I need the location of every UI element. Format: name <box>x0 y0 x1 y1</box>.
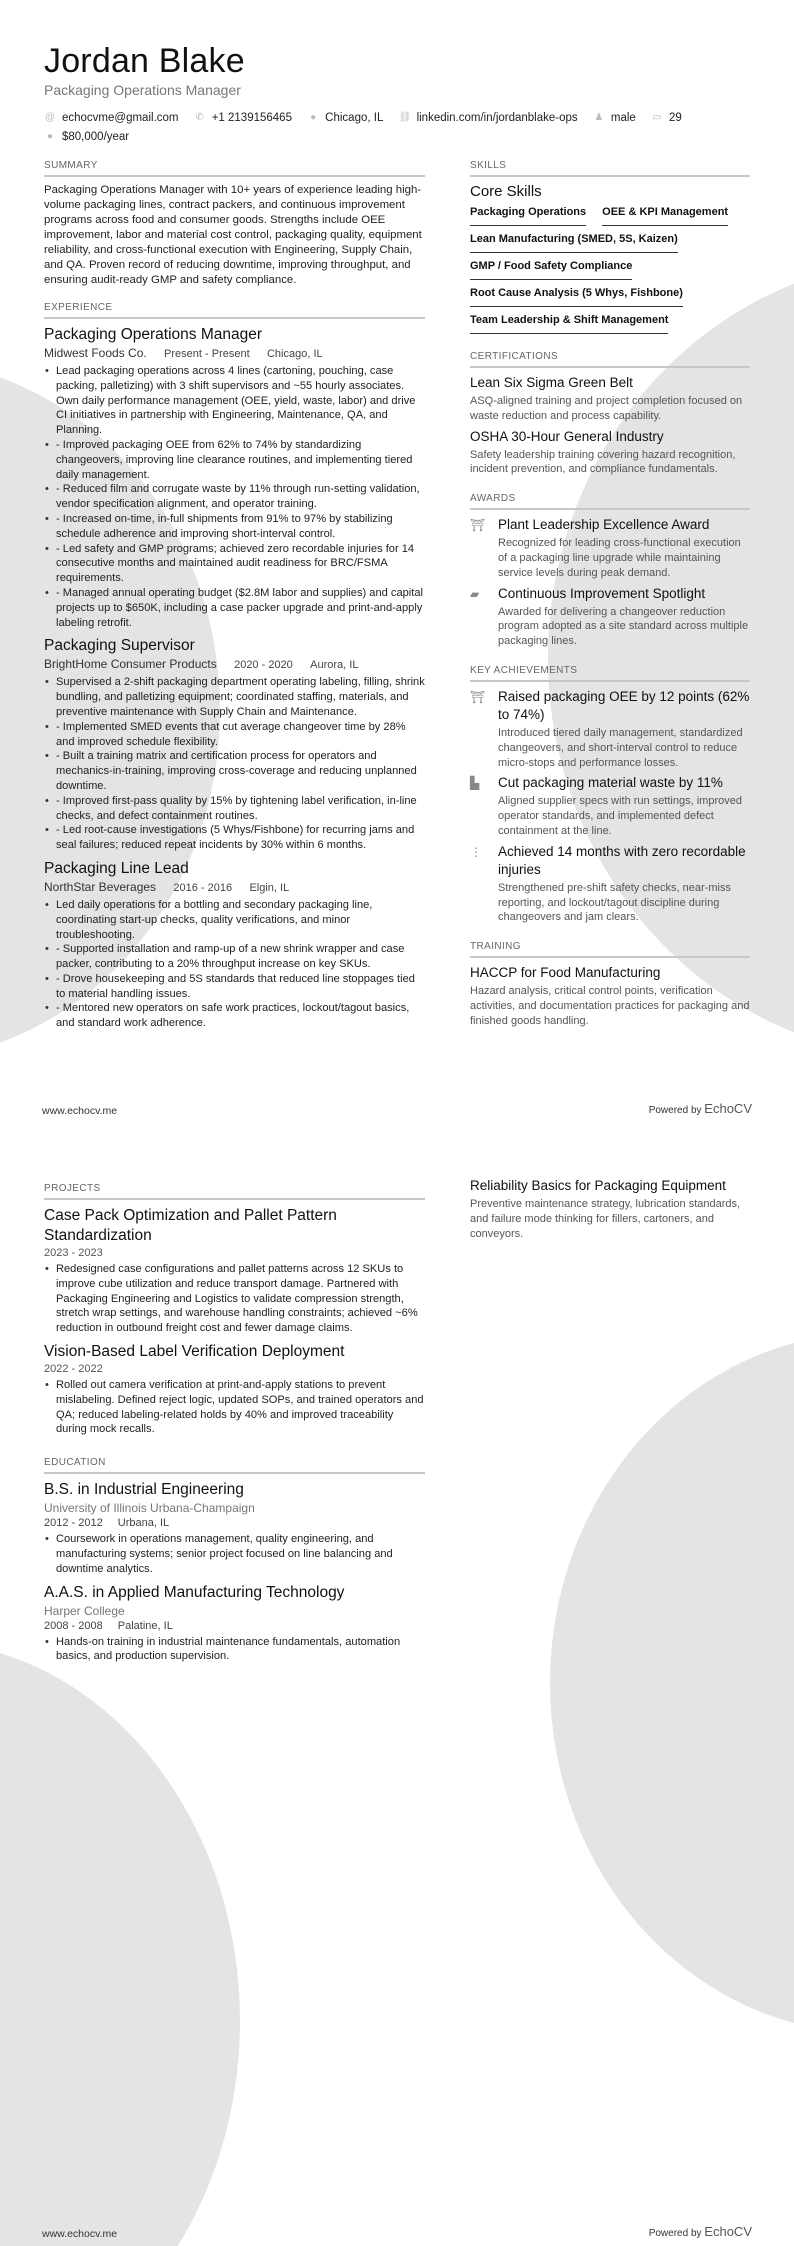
education-location: Urbana, IL <box>117 1517 170 1530</box>
summary-text: Packaging Operations Manager with 10+ years of experience leading high-volume packaging lines, contract packers, and continuous improvement programs across food and consumer goods. Strengths include OEE improvement, labor and material cost control, packaging quality, equipment reliability, and cross-functional execution with Engineering, Supply Chain, and QA. Proven record of reducing downtime, improving throughput, and ensuring audit-ready GMP and safety compliance. <box>44 184 422 286</box>
left-column <box>44 1183 425 1664</box>
bullet: • - Improved packaging OEE from 62% to 74% by standardizing changeovers, improving line clearance routines, and implementing tiered daily management. <box>44 438 425 482</box>
job-meta <box>44 879 425 897</box>
experience-section <box>44 302 425 1031</box>
summary-section <box>44 160 425 288</box>
education-entry <box>44 1583 425 1665</box>
achievement-item <box>470 688 750 770</box>
phone-icon: ✆ <box>195 112 204 123</box>
education-meta <box>44 1516 425 1531</box>
link-icon: ⛓ <box>398 112 412 123</box>
left-column <box>44 160 425 1031</box>
certification-item <box>470 428 750 478</box>
contact-list <box>44 108 764 146</box>
bullet: • - Built a training matrix and certification process for operators and mechanics-in-training, improving cross-coverage and reducing unplanned downtime. <box>44 749 425 793</box>
briefcase-icon: ▰ <box>470 586 480 601</box>
award-item <box>470 516 750 580</box>
award-desc: Recognized for leading cross-functional execution of a packaging line upgrade while maintaining service levels during peak demand. <box>498 537 741 579</box>
calendar-icon: ▭ <box>652 112 662 123</box>
contact-age: ▭ 29 <box>651 109 682 127</box>
job-bullets <box>44 364 425 630</box>
bullet: • Supervised a 2-shift packaging department operating labeling, filling, shrink bundling, and palletizing equipment; coordinated staffing, materials, and preventive maintenance with Supply Chain and Maintenance. <box>44 675 425 719</box>
bullet: • - Mentored new operators on safe work practices, lockout/tagout basics, and standard work adherence. <box>44 1001 425 1031</box>
job-location: Elgin, IL <box>249 881 290 894</box>
certifications-section <box>470 351 750 477</box>
job-dates: Present - Present <box>164 348 250 360</box>
company: BrightHome Consumer Products <box>44 657 217 672</box>
bullet: • Led daily operations for a bottling and secondary packaging line, coordinating start-up checks, quality verifications, and minor troubleshooting. <box>44 898 425 942</box>
job-entry <box>44 636 425 853</box>
achievement-title: Achieved 14 months with zero recordable injuries <box>498 843 746 877</box>
education-entry <box>44 1480 425 1576</box>
contact-salary: ● $80,000/year <box>44 128 129 146</box>
job-location: Aurora, IL <box>310 659 359 672</box>
bullet: • Redesigned case configurations and pallet patterns across 12 SKUs to improve cube utilization and reduce transport damage. Partnered with Packaging Engineering and Logistics to validate compression strength, stretch wrap settings, and warehouse handling constraints; achieved ~6% reduction in outbound freight cost and fewer damage claims. <box>44 1262 425 1336</box>
section-title: SKILLS <box>470 160 750 177</box>
project-bullets <box>44 1378 425 1437</box>
resume-page-2 <box>0 1123 794 2246</box>
certification-item <box>470 374 750 424</box>
bullet: • - Managed annual operating budget ($2.8M labor and supplies) and capital projects up to $650K, including a case packer upgrade and print-and-apply labeling retrofit. <box>44 586 425 630</box>
project-bullets <box>44 1262 425 1336</box>
section-title: PROJECTS <box>44 1183 425 1200</box>
education-dates: 2012 - 2012 <box>44 1517 103 1530</box>
background-shape <box>550 1333 794 2033</box>
cake-icon: ⛩ <box>470 518 486 533</box>
section-title: AWARDS <box>470 493 750 510</box>
job-entry <box>44 859 425 1031</box>
job-meta <box>44 656 425 674</box>
achievement-desc: Introduced tiered daily management, standardized changeovers, and short-interval control to reduce micro-stops and performance losses. <box>498 726 743 769</box>
education-location: Palatine, IL <box>117 1619 173 1632</box>
degree: A.A.S. in Applied Manufacturing Technology <box>44 1583 345 1601</box>
bullet: • - Reduced film and corrugate waste by 11% through run-setting validation, vendor specification alignment, and operator training. <box>44 482 425 512</box>
training-title: Reliability Basics for Packaging Equipment <box>470 1178 726 1193</box>
project-title: Case Pack Optimization and Pallet Pattern Standardization <box>44 1207 337 1244</box>
footer-website[interactable]: www.echocv.me <box>42 2228 118 2240</box>
skill-chip: GMP / Food Safety Compliance <box>470 258 632 280</box>
brand-logo[interactable]: EchoCV <box>704 2224 752 2239</box>
dots-icon: ⋮ <box>470 844 482 859</box>
candidate-role: Packaging Operations Manager <box>44 82 241 98</box>
footer-powered-by: Powered by EchoCV <box>648 2224 752 2239</box>
bullet: • - Increased on-time, in-full shipments from 91% to 97% by stabilizing schedule adherence and improving short-interval control. <box>44 512 425 542</box>
person-icon: ♟ <box>594 112 604 123</box>
certification-title: Lean Six Sigma Green Belt <box>470 375 633 390</box>
achievement-title: Cut packaging material waste by 11% <box>498 775 723 791</box>
training-desc: Hazard analysis, critical control points, verification activities, and documentation practices for packaging and finished goods handling. <box>470 985 750 1027</box>
education-bullets <box>44 1532 425 1576</box>
job-entry <box>44 325 425 630</box>
bullet: • - Drove housekeeping and 5S standards that reduced line stoppages tied to material handling issues. <box>44 972 425 1002</box>
contact-phone[interactable]: ✆ +1 2139156465 <box>194 109 292 127</box>
training-item <box>470 964 750 1028</box>
job-location: Chicago, IL <box>266 348 323 360</box>
award-title: Plant Leadership Excellence Award <box>498 517 710 533</box>
bullet: • - Led root-cause investigations (5 Whys/Fishbone) for recurring jams and seal failures; reduced repeat incidents by 30% within 6 months. <box>44 823 425 853</box>
projects-section <box>44 1183 425 1437</box>
job-meta <box>44 345 425 363</box>
section-title: KEY ACHIEVEMENTS <box>470 665 750 682</box>
job-bullets <box>44 898 425 1031</box>
project-entry <box>44 1342 425 1437</box>
bullet: • Lead packaging operations across 4 lines (cartoning, pouching, case packing, palletizing) with 3 shift supervisors and ~55 hourly associates. Own daily performance management (OEE, yield, waste, labor) and drive CI initiatives in partnership with Engineering, Maintenance, QA, and Planning. <box>44 364 425 438</box>
bullet: • - Improved first-pass quality by 15% by tightening label verification, in-line checks, and defect containment routines. <box>44 794 425 824</box>
certification-desc: ASQ-aligned training and project completion focused on waste reduction and process capability. <box>470 395 743 422</box>
education-bullets <box>44 1635 425 1665</box>
contact-gender: ♟ male <box>593 109 636 127</box>
education-section <box>44 1457 425 1664</box>
school: University of Illinois Urbana-Champaign <box>44 1501 255 1516</box>
project-title: Vision-Based Label Verification Deployment <box>44 1342 345 1360</box>
training-section <box>470 941 750 1028</box>
award-title: Continuous Improvement Spotlight <box>498 585 706 601</box>
contact-location: ● Chicago, IL <box>307 109 383 127</box>
achievement-item <box>470 843 750 925</box>
achievement-item <box>470 774 750 838</box>
award-desc: Awarded for delivering a changeover reduction program adopted as a site standard across multiple packaging lines. <box>498 605 749 648</box>
project-dates: 2023 - 2023 <box>44 1247 103 1259</box>
skill-chip: OEE & KPI Management <box>602 204 728 226</box>
section-title: CERTIFICATIONS <box>470 351 750 368</box>
location-pin-icon: ● <box>310 112 317 123</box>
job-dates: 2020 - 2020 <box>234 659 293 672</box>
bullet: • - Supported installation and ramp-up of a new shrink wrapper and case packer, contributing to a 20% throughput increase on key SKUs. <box>44 942 425 972</box>
bullet: • - Implemented SMED events that cut average changeover time by 28% and improved schedule flexibility. <box>44 720 425 750</box>
skill-chip: Packaging Operations <box>470 204 586 226</box>
bullet: • - Led safety and GMP programs; achieved zero recordable injuries for 14 consecutive months and maintained audit readiness for BRC/FSMA requirements. <box>44 542 425 586</box>
achievement-desc: Strengthened pre-shift safety checks, near-miss reporting, and lockout/tagout discipline during changeovers and jam clears. <box>498 881 731 924</box>
skill-list <box>470 204 750 339</box>
company: Midwest Foods Co. <box>44 346 147 360</box>
school: Harper College <box>44 1603 125 1618</box>
job-title: Packaging Operations Manager <box>44 326 262 343</box>
contact-email[interactable]: @ echocvme@gmail.com <box>44 109 179 127</box>
bullet: • Coursework in operations management, quality engineering, and manufacturing systems; senior project focused on line balancing and downtime analytics. <box>44 1532 425 1576</box>
bullet: • Rolled out camera verification at print-and-apply stations to prevent mislabeling. Defined reject logic, updated SOPs, and trained operators and QA; reduced labeling-related holds by 40% and improved traceability during mock recalls. <box>44 1378 425 1437</box>
at-icon: @ <box>44 112 56 123</box>
right-column <box>470 1173 750 1241</box>
education-dates: 2008 - 2008 <box>44 1619 103 1632</box>
bullet: • Hands-on training in industrial maintenance fundamentals, automation basics, and production supervision. <box>44 1635 425 1665</box>
footer-powered-by: Powered by EchoCV <box>648 1101 752 1116</box>
skill-chip: Lean Manufacturing (SMED, 5S, Kaizen) <box>470 231 678 253</box>
job-bullets <box>44 675 425 853</box>
brand-logo[interactable]: EchoCV <box>704 1101 752 1116</box>
cake-icon: ⛩ <box>470 689 486 704</box>
project-dates: 2022 - 2022 <box>44 1362 103 1375</box>
skill-chip: Root Cause Analysis (5 Whys, Fishbone) <box>470 285 683 307</box>
section-title: TRAINING <box>470 941 750 958</box>
awards-section <box>470 493 750 649</box>
right-column <box>470 160 750 1029</box>
project-entry <box>44 1206 425 1336</box>
section-title: SUMMARY <box>44 160 425 177</box>
job-title: Packaging Line Lead <box>44 859 189 877</box>
award-item <box>470 585 750 649</box>
training-title: HACCP for Food Manufacturing <box>470 965 661 981</box>
contact-linkedin[interactable]: ⛓ linkedin.com/in/jordanblake-ops <box>399 109 578 127</box>
job-dates: 2016 - 2016 <box>173 881 233 894</box>
footer-website[interactable]: www.echocv.me <box>42 1105 118 1117</box>
certification-title: OSHA 30-Hour General Industry <box>470 428 664 444</box>
certification-desc: Safety leadership training covering hazard recognition, incident prevention, and compliance fundamentals. <box>470 448 736 476</box>
background-shape <box>0 1641 240 2246</box>
skills-section <box>470 160 750 339</box>
degree: B.S. in Industrial Engineering <box>44 1481 244 1499</box>
salary-icon: ● <box>46 131 54 142</box>
achievement-title: Raised packaging OEE by 12 points (62% to 74%) <box>498 688 750 722</box>
skills-group-title: Core Skills <box>470 183 542 200</box>
training-desc: Preventive maintenance strategy, lubrication standards, and failure mode thinking for fillers, cartoners, and conveyors. <box>470 1198 741 1240</box>
section-title: EDUCATION <box>44 1457 425 1474</box>
company: NorthStar Beverages <box>44 879 157 894</box>
achievement-desc: Aligned supplier specs with run settings, improved operator standards, and implemented defect containment at the line. <box>498 795 742 837</box>
document-icon: ▙ <box>470 776 480 791</box>
job-title: Packaging Supervisor <box>44 637 195 655</box>
candidate-name: Jordan Blake <box>44 42 245 80</box>
education-meta <box>44 1619 425 1634</box>
skill-chip: Team Leadership & Shift Management <box>470 312 668 334</box>
training-item <box>470 1177 750 1241</box>
section-title: EXPERIENCE <box>44 302 425 319</box>
achievements-section <box>470 665 750 925</box>
